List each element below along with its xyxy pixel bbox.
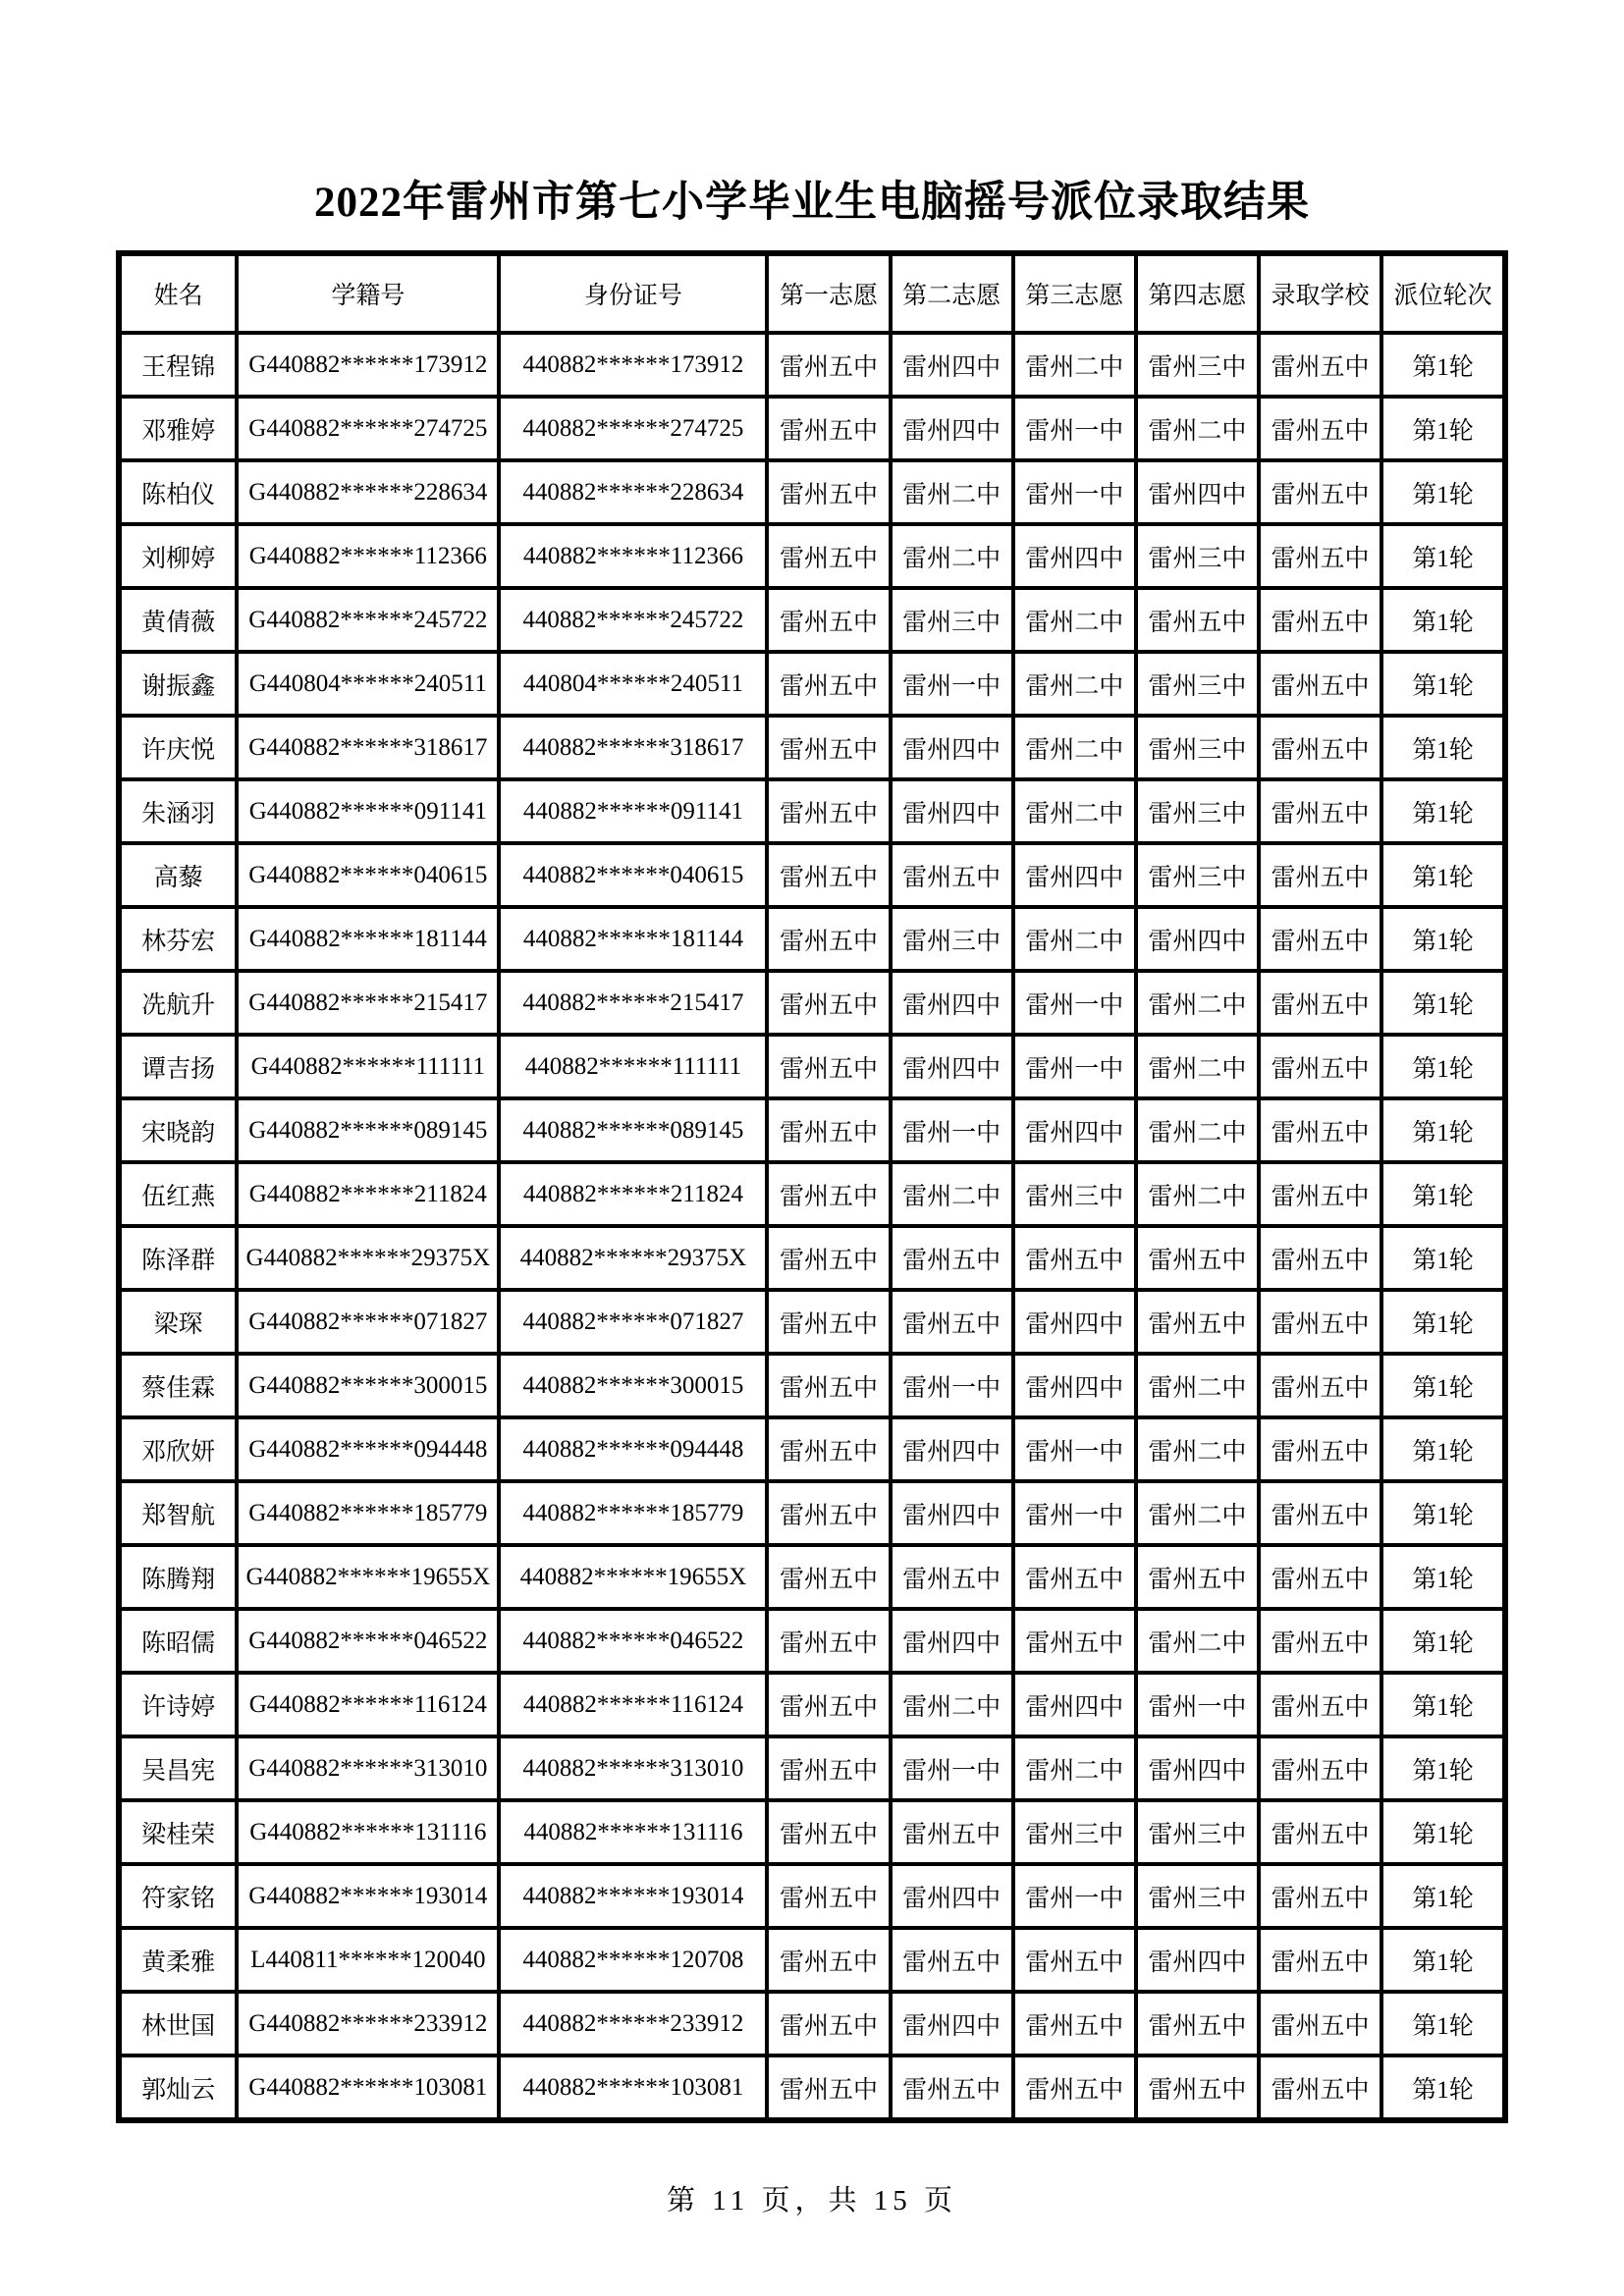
table-cell: 雷州五中 [1259, 1290, 1381, 1354]
table-cell: 雷州一中 [1136, 1673, 1259, 1736]
table-cell: 雷州一中 [891, 1354, 1013, 1417]
table-row [119, 1035, 1505, 1098]
table-cell: 雷州五中 [1259, 1226, 1381, 1290]
table-cell: 雷州五中 [1259, 1545, 1381, 1609]
table-cell: 雷州五中 [1259, 652, 1381, 716]
table-cell: 林世国 [119, 1992, 237, 2056]
table-cell: 雷州五中 [1259, 524, 1381, 588]
table-row [119, 1481, 1505, 1545]
table-cell: 雷州五中 [1259, 1609, 1381, 1673]
table-cell: G440882******091141 [237, 779, 499, 843]
table-cell: 雷州五中 [1259, 1736, 1381, 1800]
table-cell: 谢振鑫 [119, 652, 237, 716]
table-row [119, 907, 1505, 971]
table-cell: 第1轮 [1381, 524, 1505, 588]
table-cell: 雷州五中 [1013, 1545, 1136, 1609]
table-cell: 雷州四中 [1136, 460, 1259, 524]
table-cell: 雷州五中 [1136, 1992, 1259, 2056]
table-cell: G440882******215417 [237, 971, 499, 1035]
table-cell: 蔡佳霖 [119, 1354, 237, 1417]
table-cell: 第1轮 [1381, 907, 1505, 971]
table-cell: 梁琛 [119, 1290, 237, 1354]
table-cell: 440882******089145 [499, 1098, 767, 1162]
table-row [119, 843, 1505, 907]
page-title: 2022年雷州市第七小学毕业生电脑摇号派位录取结果 [314, 180, 1310, 226]
table-cell: 雷州四中 [1136, 1736, 1259, 1800]
table-cell: 第1轮 [1381, 1609, 1505, 1673]
table-row [119, 779, 1505, 843]
table-cell: 雷州五中 [1259, 2056, 1381, 2120]
table-cell: 雷州五中 [1013, 1928, 1136, 1992]
table-cell: 雷州四中 [891, 333, 1013, 397]
table-cell: 雷州五中 [767, 971, 890, 1035]
table-cell: 雷州一中 [1013, 1417, 1136, 1481]
table-cell: 第1轮 [1381, 1736, 1505, 1800]
table-cell: 440882******185779 [499, 1481, 767, 1545]
table-cell: 许庆悦 [119, 716, 237, 779]
admission-results-table [116, 250, 1508, 2123]
table-cell: 雷州五中 [1136, 588, 1259, 652]
table-row [119, 588, 1505, 652]
table-cell: 雷州三中 [1136, 843, 1259, 907]
table-cell: 第1轮 [1381, 1035, 1505, 1098]
table-cell: 雷州二中 [1013, 652, 1136, 716]
table-cell: 第1轮 [1381, 652, 1505, 716]
table-cell: 第1轮 [1381, 1098, 1505, 1162]
table-cell: 雷州五中 [1136, 2056, 1259, 2120]
table-row [119, 1928, 1505, 1992]
table-cell: 雷州二中 [1136, 1162, 1259, 1226]
table-cell: 雷州四中 [891, 1864, 1013, 1928]
table-body [119, 333, 1505, 2120]
table-cell: 第1轮 [1381, 1354, 1505, 1417]
table-cell: 雷州二中 [891, 524, 1013, 588]
table-cell: 440882******193014 [499, 1864, 767, 1928]
table-cell: 雷州五中 [767, 1481, 890, 1545]
table-cell: 440882******103081 [499, 2056, 767, 2120]
table-cell: 雷州五中 [1013, 1992, 1136, 2056]
table-row [119, 1098, 1505, 1162]
table-cell: 雷州五中 [767, 524, 890, 588]
table-row [119, 652, 1505, 716]
table-cell: 第1轮 [1381, 1417, 1505, 1481]
column-header: 录取学校 [1259, 253, 1381, 333]
table-row [119, 1162, 1505, 1226]
table-cell: 雷州二中 [1013, 1736, 1136, 1800]
table-cell: 雷州五中 [767, 2056, 890, 2120]
table-cell: G440882******040615 [237, 843, 499, 907]
table-cell: 440882******181144 [499, 907, 767, 971]
table-cell: G440882******245722 [237, 588, 499, 652]
table-cell: 雷州二中 [1136, 1609, 1259, 1673]
table-row [119, 1736, 1505, 1800]
table-row [119, 524, 1505, 588]
table-row [119, 1864, 1505, 1928]
table-cell: 440882******274725 [499, 397, 767, 460]
table-cell: 雷州五中 [1259, 1354, 1381, 1417]
table-cell: 雷州一中 [1013, 460, 1136, 524]
table-cell: 雷州四中 [1013, 1290, 1136, 1354]
column-header: 第三志愿 [1013, 253, 1136, 333]
table-cell: 黄柔雅 [119, 1928, 237, 1992]
table-cell: 雷州四中 [891, 1417, 1013, 1481]
table-cell: 雷州五中 [891, 1800, 1013, 1864]
table-cell: 雷州四中 [891, 779, 1013, 843]
table-header [119, 253, 1505, 333]
table-cell: 雷州五中 [767, 1417, 890, 1481]
table-cell: 雷州五中 [767, 652, 890, 716]
table-cell: 雷州一中 [891, 652, 1013, 716]
table-cell: 雷州四中 [891, 1035, 1013, 1098]
table-cell: 陈腾翔 [119, 1545, 237, 1609]
table-cell: 雷州五中 [1259, 333, 1381, 397]
table-cell: G440882******228634 [237, 460, 499, 524]
table-cell: 440804******240511 [499, 652, 767, 716]
table-cell: 雷州五中 [1013, 1226, 1136, 1290]
table-cell: 雷州五中 [767, 1162, 890, 1226]
table-cell: 440882******116124 [499, 1673, 767, 1736]
table-cell: G440804******240511 [237, 652, 499, 716]
table-cell: G440882******274725 [237, 397, 499, 460]
column-header: 派位轮次 [1381, 253, 1505, 333]
table-cell: 刘柳婷 [119, 524, 237, 588]
table-row [119, 716, 1505, 779]
table-cell: 第1轮 [1381, 333, 1505, 397]
table-cell: 雷州五中 [1013, 1609, 1136, 1673]
table-cell: G440882******112366 [237, 524, 499, 588]
table-cell: 雷州四中 [1013, 1673, 1136, 1736]
table-cell: 雷州五中 [767, 588, 890, 652]
table-cell: G440882******193014 [237, 1864, 499, 1928]
table-cell: 雷州五中 [1259, 1673, 1381, 1736]
table-cell: 雷州五中 [1259, 971, 1381, 1035]
table-cell: 雷州五中 [1136, 1545, 1259, 1609]
table-cell: 雷州五中 [891, 1545, 1013, 1609]
table-cell: 雷州五中 [891, 1928, 1013, 1992]
table-cell: 雷州五中 [1259, 1992, 1381, 2056]
page-number: 第 11 页，共 15 页 [667, 2185, 957, 2216]
table-row [119, 1226, 1505, 1290]
table-cell: L440811******120040 [237, 1928, 499, 1992]
table-cell: 440882******233912 [499, 1992, 767, 2056]
table-cell: 雷州三中 [1136, 333, 1259, 397]
table-cell: G440882******071827 [237, 1290, 499, 1354]
table-cell: 吴昌宪 [119, 1736, 237, 1800]
column-header: 学籍号 [237, 253, 499, 333]
table-cell: 雷州五中 [1259, 716, 1381, 779]
table-cell: G440882******111111 [237, 1035, 499, 1098]
table-row [119, 971, 1505, 1035]
table-cell: 440882******091141 [499, 779, 767, 843]
table-cell: 雷州四中 [1136, 1928, 1259, 1992]
table-cell: 雷州五中 [767, 1736, 890, 1800]
table-cell: 雷州二中 [1136, 1354, 1259, 1417]
table-cell: 雷州五中 [767, 843, 890, 907]
table-cell: G440882******131116 [237, 1800, 499, 1864]
table-cell: 440882******120708 [499, 1928, 767, 1992]
table-cell: 雷州五中 [767, 1290, 890, 1354]
table-cell: 雷州一中 [891, 1736, 1013, 1800]
table-cell: 雷州五中 [767, 1673, 890, 1736]
table-cell: 440882******111111 [499, 1035, 767, 1098]
table-cell: 雷州五中 [1259, 1035, 1381, 1098]
table-cell: 符家铭 [119, 1864, 237, 1928]
table-cell: 雷州一中 [1013, 397, 1136, 460]
table-cell: 440882******211824 [499, 1162, 767, 1226]
table-row [119, 460, 1505, 524]
table-cell: 第1轮 [1381, 716, 1505, 779]
table-row [119, 1354, 1505, 1417]
table-cell: 第1轮 [1381, 460, 1505, 524]
table-cell: 雷州二中 [1136, 1098, 1259, 1162]
table-cell: 440882******094448 [499, 1417, 767, 1481]
table-cell: 雷州五中 [1259, 1417, 1381, 1481]
table-cell: 第1轮 [1381, 1992, 1505, 2056]
table-row [119, 1545, 1505, 1609]
table-cell: 伍红燕 [119, 1162, 237, 1226]
table-cell: 440882******19655X [499, 1545, 767, 1609]
table-row [119, 1290, 1505, 1354]
table-cell: 第1轮 [1381, 843, 1505, 907]
table-cell: 谭吉扬 [119, 1035, 237, 1098]
table-cell: 雷州五中 [891, 1290, 1013, 1354]
table-cell: 第1轮 [1381, 1481, 1505, 1545]
table-cell: 雷州五中 [1259, 588, 1381, 652]
table-cell: 440882******071827 [499, 1290, 767, 1354]
table-cell: G440882******318617 [237, 716, 499, 779]
table-cell: 雷州五中 [1259, 907, 1381, 971]
table-cell: 雷州五中 [767, 1545, 890, 1609]
table-cell: 许诗婷 [119, 1673, 237, 1736]
table-cell: 440882******29375X [499, 1226, 767, 1290]
table-cell: 雷州一中 [1013, 1481, 1136, 1545]
table-header-row [119, 253, 1505, 333]
table-cell: 第1轮 [1381, 1800, 1505, 1864]
table-cell: 雷州三中 [1136, 716, 1259, 779]
column-header: 身份证号 [499, 253, 767, 333]
table-cell: 雷州四中 [1013, 524, 1136, 588]
table-row [119, 397, 1505, 460]
table-cell: 雷州五中 [767, 1800, 890, 1864]
table-cell: 陈昭儒 [119, 1609, 237, 1673]
table-row [119, 1417, 1505, 1481]
table-row [119, 1800, 1505, 1864]
table-cell: 雷州五中 [767, 460, 890, 524]
table-cell: G440882******173912 [237, 333, 499, 397]
table-cell: 雷州四中 [891, 1992, 1013, 2056]
table-cell: 朱涵羽 [119, 779, 237, 843]
table-cell: 雷州五中 [1259, 1864, 1381, 1928]
table-cell: G440882******233912 [237, 1992, 499, 2056]
table-cell: 郑智航 [119, 1481, 237, 1545]
table-cell: G440882******089145 [237, 1098, 499, 1162]
table-cell: G440882******103081 [237, 2056, 499, 2120]
table-cell: 雷州四中 [1013, 1354, 1136, 1417]
table-cell: 邓欣妍 [119, 1417, 237, 1481]
table-cell: 雷州五中 [1259, 1481, 1381, 1545]
table-cell: 雷州一中 [1013, 971, 1136, 1035]
table-cell: 雷州四中 [891, 1481, 1013, 1545]
table-cell: G440882******185779 [237, 1481, 499, 1545]
table-cell: 雷州五中 [767, 1609, 890, 1673]
table-cell: 雷州四中 [891, 971, 1013, 1035]
table-cell: G440882******116124 [237, 1673, 499, 1736]
table-cell: 雷州五中 [1259, 1162, 1381, 1226]
table-cell: 雷州二中 [1013, 907, 1136, 971]
table-cell: 雷州三中 [1013, 1162, 1136, 1226]
table-row [119, 1673, 1505, 1736]
table-cell: 雷州五中 [891, 2056, 1013, 2120]
table-cell: 雷州二中 [1013, 716, 1136, 779]
table-cell: 黄倩薇 [119, 588, 237, 652]
table-cell: 雷州三中 [1136, 652, 1259, 716]
table-cell: 雷州五中 [767, 1928, 890, 1992]
table-cell: 雷州五中 [767, 1992, 890, 2056]
table-cell: 高藜 [119, 843, 237, 907]
table-cell: 雷州五中 [767, 716, 890, 779]
table-cell: G440882******046522 [237, 1609, 499, 1673]
table-cell: 440882******300015 [499, 1354, 767, 1417]
table-cell: 雷州二中 [1013, 588, 1136, 652]
table-cell: 雷州三中 [1136, 524, 1259, 588]
table-cell: 雷州五中 [767, 1226, 890, 1290]
table-row [119, 1609, 1505, 1673]
table-cell: G440882******094448 [237, 1417, 499, 1481]
table-cell: G440882******181144 [237, 907, 499, 971]
table-cell: 第1轮 [1381, 2056, 1505, 2120]
table-cell: G440882******19655X [237, 1545, 499, 1609]
table-cell: 雷州五中 [1259, 397, 1381, 460]
table-cell: 雷州五中 [767, 1098, 890, 1162]
table-cell: 雷州五中 [1259, 779, 1381, 843]
table-cell: 雷州三中 [891, 588, 1013, 652]
table-cell: G440882******29375X [237, 1226, 499, 1290]
table-cell: 第1轮 [1381, 1226, 1505, 1290]
table-cell: 林芬宏 [119, 907, 237, 971]
table-cell: 雷州五中 [767, 1354, 890, 1417]
column-header: 第一志愿 [767, 253, 890, 333]
table-cell: 雷州五中 [1013, 2056, 1136, 2120]
table-cell: 440882******313010 [499, 1736, 767, 1800]
table-row [119, 2056, 1505, 2120]
table-cell: 第1轮 [1381, 971, 1505, 1035]
table-cell: 雷州三中 [1136, 779, 1259, 843]
table-cell: 440882******215417 [499, 971, 767, 1035]
table-cell: 雷州二中 [891, 1673, 1013, 1736]
table-cell: 雷州五中 [767, 1035, 890, 1098]
table-cell: G440882******211824 [237, 1162, 499, 1226]
table-cell: 第1轮 [1381, 1928, 1505, 1992]
table-cell: 440882******228634 [499, 460, 767, 524]
table-cell: 雷州五中 [767, 333, 890, 397]
table-cell: 雷州五中 [767, 907, 890, 971]
table-cell: 梁桂荣 [119, 1800, 237, 1864]
table-cell: 第1轮 [1381, 779, 1505, 843]
table-cell: 雷州一中 [891, 1098, 1013, 1162]
table-cell: G440882******300015 [237, 1354, 499, 1417]
table-cell: 雷州二中 [1136, 1417, 1259, 1481]
table-cell: 第1轮 [1381, 588, 1505, 652]
table-cell: 雷州一中 [1013, 1035, 1136, 1098]
table-cell: 雷州三中 [1136, 1800, 1259, 1864]
column-header: 姓名 [119, 253, 237, 333]
table-cell: 雷州二中 [1136, 1035, 1259, 1098]
table-cell: 雷州五中 [1259, 843, 1381, 907]
table-cell: 雷州五中 [767, 779, 890, 843]
table-cell: 440882******318617 [499, 716, 767, 779]
table-cell: 雷州五中 [1259, 1928, 1381, 1992]
table-cell: G440882******313010 [237, 1736, 499, 1800]
table-cell: 宋晓韵 [119, 1098, 237, 1162]
table-cell: 雷州五中 [1259, 1800, 1381, 1864]
table-cell: 440882******245722 [499, 588, 767, 652]
table-cell: 雷州五中 [767, 1864, 890, 1928]
table-cell: 第1轮 [1381, 1864, 1505, 1928]
table-row [119, 1992, 1505, 2056]
table-cell: 雷州一中 [1013, 1864, 1136, 1928]
table-cell: 雷州四中 [1136, 907, 1259, 971]
table-cell: 雷州三中 [1013, 1800, 1136, 1864]
table-cell: 陈泽群 [119, 1226, 237, 1290]
table-cell: 440882******173912 [499, 333, 767, 397]
table-cell: 郭灿云 [119, 2056, 237, 2120]
table-cell: 雷州四中 [1013, 1098, 1136, 1162]
table-cell: 雷州二中 [891, 1162, 1013, 1226]
column-header: 第二志愿 [891, 253, 1013, 333]
table-row [119, 333, 1505, 397]
table-cell: 第1轮 [1381, 1290, 1505, 1354]
table-cell: 雷州三中 [891, 907, 1013, 971]
table-cell: 雷州四中 [891, 397, 1013, 460]
table-cell: 雷州五中 [891, 843, 1013, 907]
table-cell: 冼航升 [119, 971, 237, 1035]
table-cell: 雷州二中 [1013, 779, 1136, 843]
table-cell: 王程锦 [119, 333, 237, 397]
table-cell: 雷州二中 [1136, 397, 1259, 460]
table-cell: 陈柏仪 [119, 460, 237, 524]
table-cell: 雷州三中 [1136, 1864, 1259, 1928]
table-cell: 雷州四中 [891, 716, 1013, 779]
table-cell: 第1轮 [1381, 1545, 1505, 1609]
table-cell: 雷州五中 [1259, 460, 1381, 524]
table-cell: 440882******131116 [499, 1800, 767, 1864]
table-cell: 邓雅婷 [119, 397, 237, 460]
table-cell: 第1轮 [1381, 397, 1505, 460]
table-cell: 雷州五中 [1136, 1226, 1259, 1290]
table-cell: 雷州五中 [891, 1226, 1013, 1290]
table-cell: 雷州二中 [1013, 333, 1136, 397]
table-cell: 雷州二中 [891, 460, 1013, 524]
column-header: 第四志愿 [1136, 253, 1259, 333]
table-cell: 雷州五中 [1136, 1290, 1259, 1354]
table-cell: 440882******046522 [499, 1609, 767, 1673]
table-cell: 第1轮 [1381, 1673, 1505, 1736]
table-cell: 雷州二中 [1136, 1481, 1259, 1545]
table-cell: 雷州五中 [1259, 1098, 1381, 1162]
table-cell: 雷州二中 [1136, 971, 1259, 1035]
table-cell: 雷州四中 [1013, 843, 1136, 907]
table-cell: 第1轮 [1381, 1162, 1505, 1226]
table-cell: 雷州五中 [767, 397, 890, 460]
table-cell: 440882******040615 [499, 843, 767, 907]
table-cell: 雷州四中 [891, 1609, 1013, 1673]
table-cell: 440882******112366 [499, 524, 767, 588]
